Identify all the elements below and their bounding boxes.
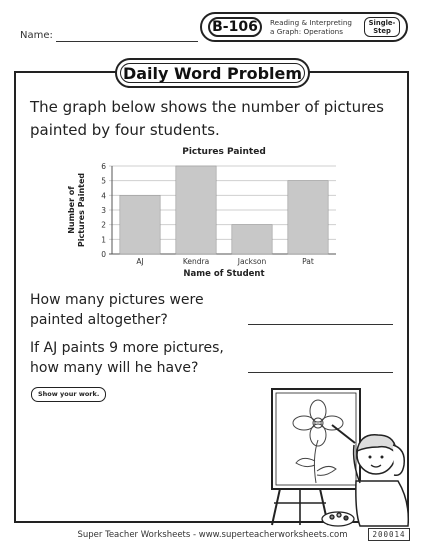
y-axis-label-line-2: Pictures Painted	[77, 172, 86, 248]
subtitle-line-1: Reading & Interpreting	[270, 18, 352, 27]
bar-chart	[60, 142, 370, 282]
worksheet-subtitle	[270, 18, 352, 36]
chart-title: Pictures Painted	[182, 147, 266, 157]
bar-aj	[120, 195, 160, 254]
y-tick-label: 4	[101, 191, 106, 201]
page-title: Daily Word Problem	[122, 63, 303, 83]
question-2: If AJ paints 9 more pictures, how many will he have?	[30, 340, 224, 376]
footer-code: 200014	[368, 528, 410, 541]
y-tick-label: 1	[101, 235, 106, 245]
worksheet-code: B-106	[208, 17, 262, 37]
x-tick-label: AJ	[136, 257, 144, 266]
y-tick-label: 5	[101, 176, 106, 186]
subtitle-line-2: a Graph: Operations	[270, 27, 343, 36]
answer-line-1[interactable]	[248, 324, 393, 325]
bar-jackson	[232, 225, 272, 254]
y-tick-label: 2	[101, 220, 106, 230]
question-1: How many pictures were painted altogether?	[30, 292, 204, 328]
step-badge	[364, 17, 400, 37]
show-work-badge: Show your work.	[31, 387, 106, 402]
name-label: Name:	[20, 30, 53, 41]
step-line-1: Single-	[368, 19, 396, 27]
name-line[interactable]	[56, 41, 198, 42]
x-tick-label: Kendra	[182, 257, 210, 266]
title-banner	[115, 58, 310, 88]
answer-line-2[interactable]	[248, 372, 393, 373]
y-axis-label-line-1: Number of	[67, 186, 76, 234]
bar-kendra	[176, 166, 216, 254]
bar-pat	[288, 181, 328, 254]
x-axis-label: Name of Student	[183, 269, 265, 279]
worksheet-header	[200, 12, 408, 42]
step-line-2: Step	[373, 27, 391, 35]
y-tick-label: 3	[101, 206, 106, 215]
y-tick-label: 6	[101, 162, 106, 171]
problem-intro: The graph below shows the number of pictures painted by four students.	[30, 98, 384, 139]
girl-painting-illustration	[260, 383, 410, 528]
x-tick-label: Pat	[302, 257, 314, 266]
footer-text: Super Teacher Worksheets - www.superteacherworksheets.com	[77, 530, 348, 540]
y-tick-label: 0	[101, 250, 106, 259]
x-tick-label: Jackson	[237, 257, 267, 266]
